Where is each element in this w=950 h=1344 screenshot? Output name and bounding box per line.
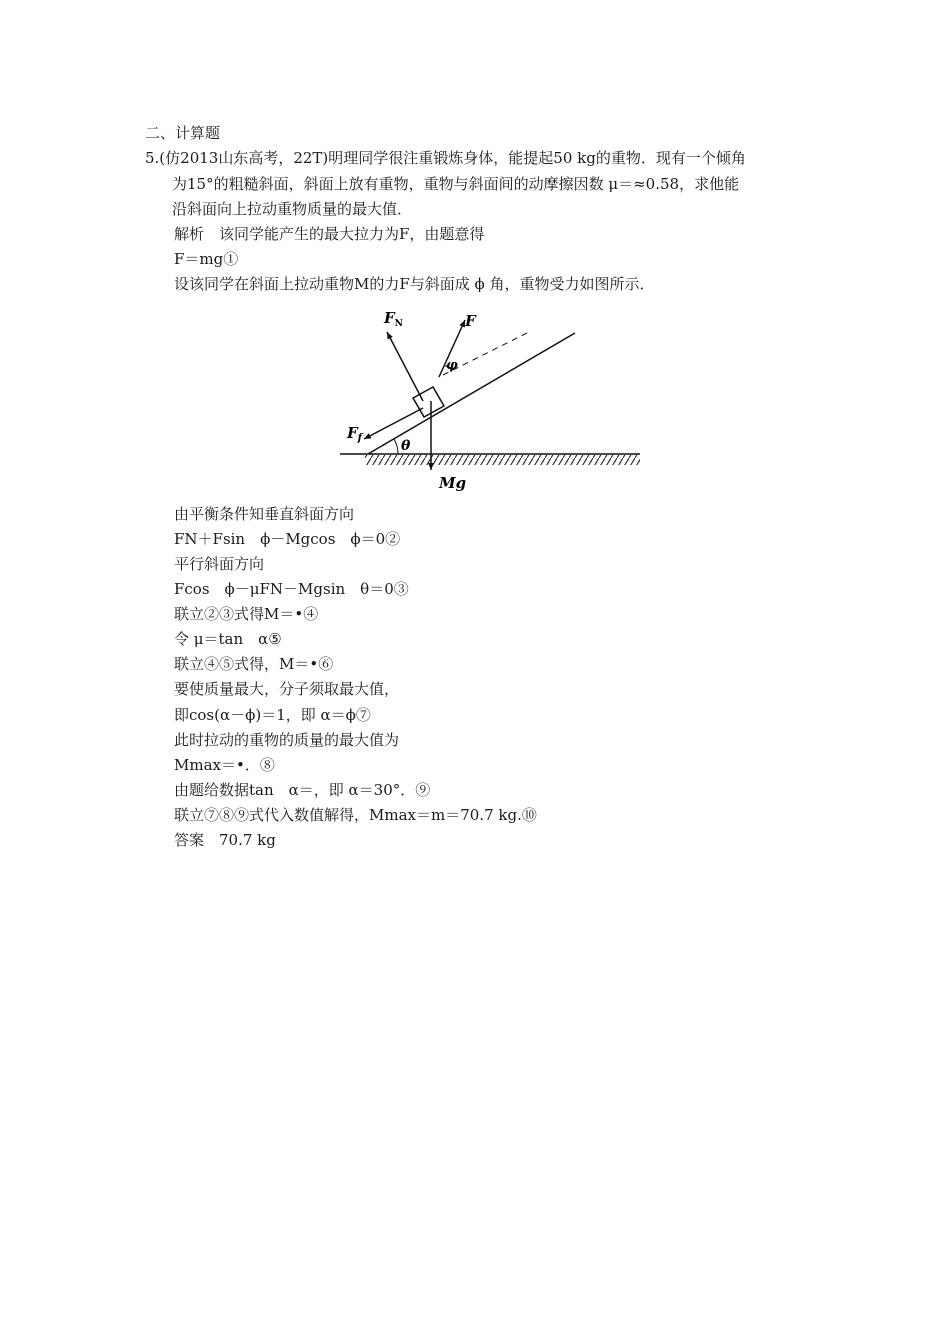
problem-line-3: 沿斜面向上拉动重物质量的最大值．: [172, 200, 413, 218]
force-diagram: [335, 308, 645, 493]
problem-line-2: 为15°的粗糙斜面，斜面上放有重物，重物与斜面间的动摩擦因数 μ＝≈0.58，求他能: [172, 175, 740, 193]
solution-line: 由题给数据tan α＝，即 α＝30°．⑨: [174, 781, 431, 799]
solution-line: 设该同学在斜面上拉动重物M的力F与斜面成 ϕ 角，重物受力如图所示．: [174, 275, 655, 293]
f-label: F: [465, 312, 476, 330]
solution-line: F＝mg①: [174, 250, 239, 268]
incline-line: [368, 333, 575, 454]
solution-line: 平行斜面方向: [174, 555, 265, 573]
solution-line: 要使质量最大，分子须取最大值，: [174, 680, 400, 698]
theta-label: θ: [401, 438, 411, 454]
ff-arrow: [364, 408, 423, 439]
theta-arc: [394, 439, 398, 454]
solution-line: 此时拉动的重物的质量的最大值为: [174, 731, 400, 749]
solution-line: 即cos(α－ϕ)＝1，即 α＝ϕ⑦: [174, 706, 371, 724]
phi-label: φ: [446, 358, 458, 373]
answer-line: 答案 70.7 kg: [174, 831, 276, 849]
fn-label: $F_N$: [384, 309, 403, 329]
ff-label: $F_f$: [347, 424, 362, 444]
fn-arrow: [387, 332, 423, 401]
solution-line: 联立②③式得M＝•④: [174, 605, 319, 623]
solution-line: 联立⑦⑧⑨式代入数值解得，Mmax＝m＝70.7 kg.⑩: [174, 806, 537, 824]
problem-line-1: 5.(仿2013山东高考，22T)明理同学很注重锻炼身体，能提起50 kg的重物．现有一个倾角: [145, 149, 746, 167]
solution-line: 令 μ＝tan α⑤: [174, 630, 282, 648]
solution-line: 解析 该同学能产生的最大拉力为F，由题意得: [174, 225, 485, 243]
solution-line: 由平衡条件知垂直斜面方向: [174, 505, 355, 523]
section-heading: 二、计算题: [145, 124, 221, 142]
solution-line: Fcos ϕ－μFN－Mgsin θ＝0③: [174, 580, 409, 598]
solution-line: FN＋Fsin ϕ－Mgcos ϕ＝0②: [174, 530, 401, 548]
ground-hatch: [365, 455, 640, 465]
solution-line: 联立④⑤式得，M＝•⑥: [174, 655, 334, 673]
solution-line: Mmax＝•．⑧: [174, 756, 275, 774]
mg-label: Mg: [439, 474, 467, 492]
